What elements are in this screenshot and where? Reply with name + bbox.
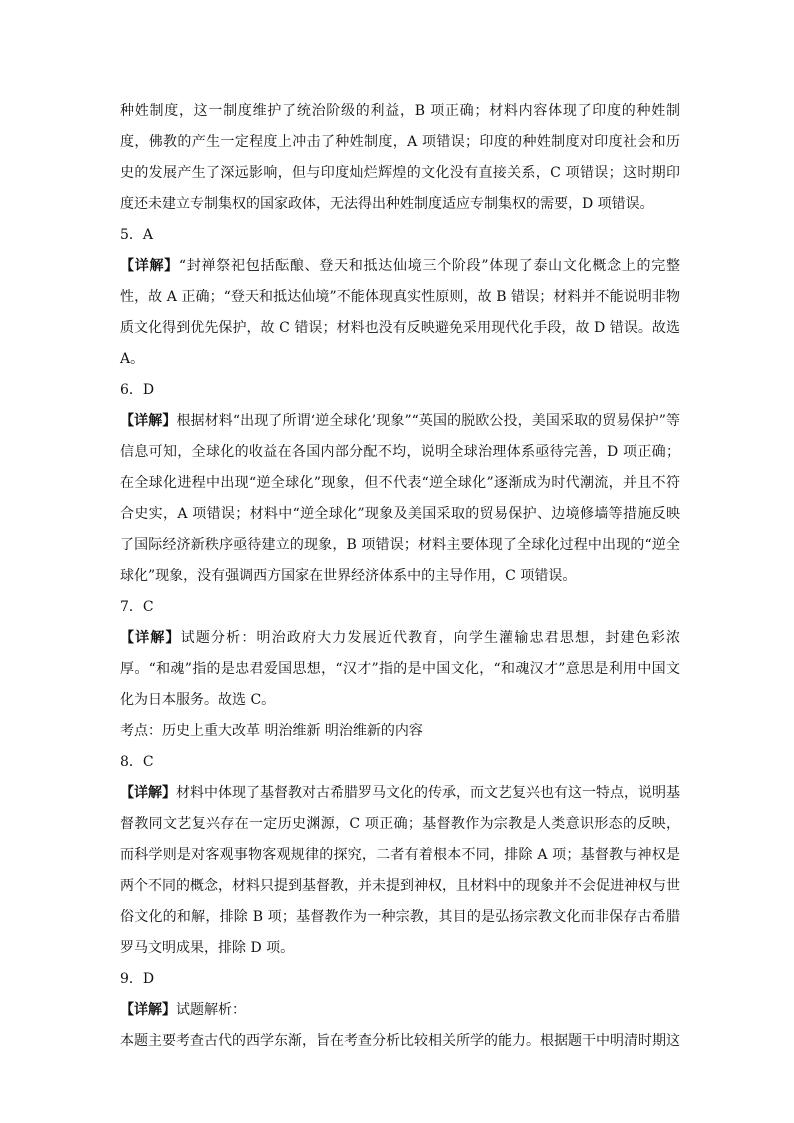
detail-tag: 【详解】: [120, 630, 181, 646]
answer-5: 5．A: [120, 227, 154, 243]
detail-9: [120, 995, 680, 1026]
detail-5-text: “封禅祭祀包括酝酿、登天和抵达仙境三个阶段”体现了泰山文化概念上的完整性，故 A 正确；“登天和抵达仙境”不能体现真实性原则，故 B 错误；材料并不能说明非物质文化得到优先保护，故 C 错误；材料也没有反映避免采用现代化手段，故 D 错误。故选 A。: [120, 258, 681, 367]
detail-9-text: 试题解析：: [176, 1002, 246, 1018]
document-page: [120, 96, 680, 1057]
note-7: 考点：历史上重大改革 明治维新 明治维新的内容: [120, 723, 423, 739]
answer-6: 6．D: [120, 382, 155, 398]
detail-tag: 【详解】: [120, 413, 177, 429]
detail-5: [120, 251, 680, 375]
detail-8: [120, 778, 680, 964]
answer-7: 7．C: [120, 599, 154, 615]
detail-9-body: 本题主要考查古代的西学东渐，旨在考查分析比较相关所学的能力。根据题干中明清时期这: [120, 1033, 680, 1049]
intro-paragraph: 种姓制度，这一制度维护了统治阶级的利益，B 项正确；材料内容体现了印度的种姓制度，佛教的产生一定程度上冲击了种姓制度，A 项错误；印度的种姓制度对印度社会和历史的发展产生了深远影响，但与印度灿烂辉煌的文化没有直接关系，C 项错误；这时期印度还未建立专制集权的国家政体，无法得出种姓制度适应专制集权的需要，D 项错误。: [120, 103, 680, 212]
detail-tag: 【详解】: [120, 785, 176, 801]
detail-6: [120, 406, 680, 592]
detail-7-text: 试题分析：明治政府大力发展近代教育，向学生灌输忠君思想，封建色彩浓厚。“和魂”指的是忠君爱国思想，“汉才”指的是中国文化，“和魂汉才”意思是利用中国文化为日本服务。故选 C。: [120, 630, 681, 708]
detail-7: [120, 623, 680, 716]
answer-9: 9．D: [120, 971, 155, 987]
detail-tag: 【详解】: [120, 1002, 176, 1018]
answer-8: 8．C: [120, 754, 154, 770]
detail-tag: 【详解】: [120, 258, 179, 274]
detail-8-text: 材料中体现了基督教对古希腊罗马文化的传承，而文艺复兴也有这一特点，说明基督教同文艺复兴存在一定历史渊源，C 项正确；基督教作为宗教是人类意识形态的反映，而科学则是对客观事物客观规律的探究，二者有着根本不同，排除 A 项；基督教与神权是两个不同的概念，材料只提到基督教，并未提到神权，且材料中的现象并不会促进神权与世俗文化的和解，排除 B 项；基督教作为一种宗教，其目的是弘扬宗教文化而非保存古希腊罗马文明成果，排除 D 项。: [120, 785, 680, 956]
detail-6-text: 根据材料“出现了所谓‘逆全球化’现象”“英国的脱欧公投，美国采取的贸易保护”等信息可知，全球化的收益在各国内部分配不均，说明全球治理体系亟待完善，D 项正确；在全球化进程中出现“逆全球化”现象，但不代表“逆全球化”逐渐成为时代潮流，并且不符合史实，A 项错误；材料中“逆全球化”现象及美国采取的贸易保护、边境修墙等措施反映了国际经济新秩序亟待建立的现象，B 项错误；材料主要体现了全球化过程中出现的“逆全球化”现象，没有强调西方国家在世界经济体系中的主导作用，C 项错误。: [120, 413, 680, 584]
